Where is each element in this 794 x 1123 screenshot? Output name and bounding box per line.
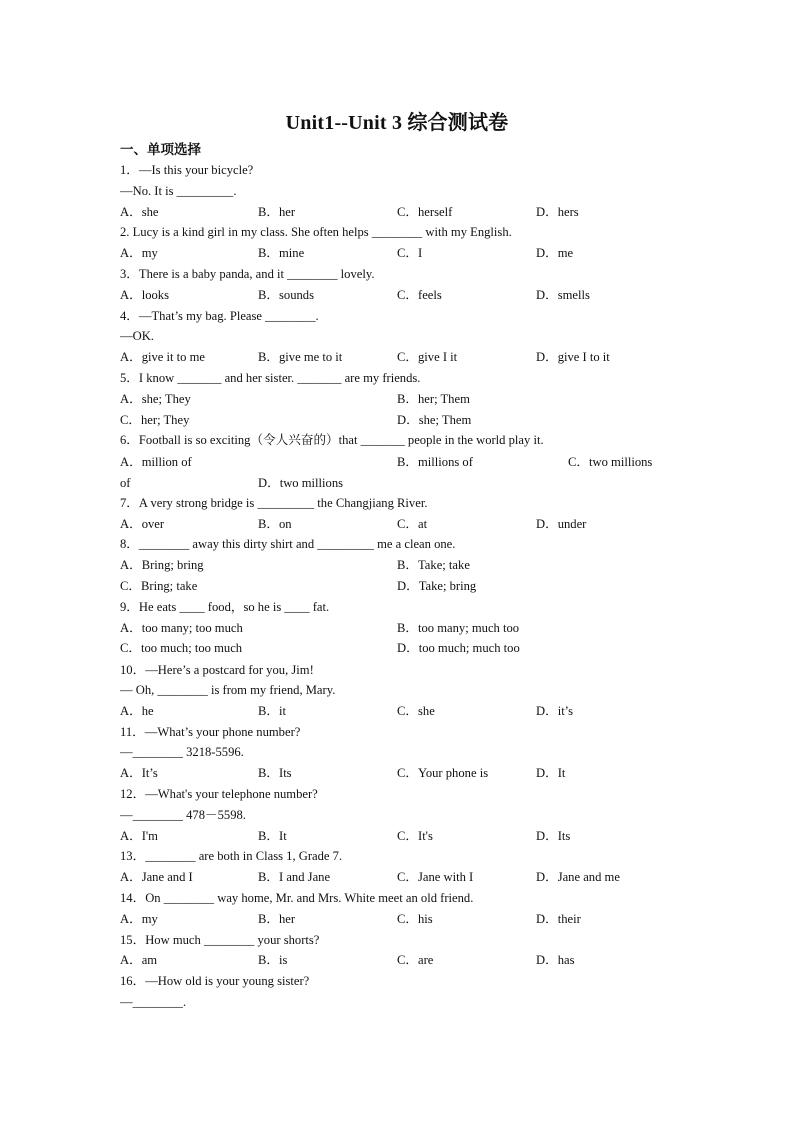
answer-option: A．my — [120, 912, 158, 926]
answer-option: B．her — [258, 205, 296, 219]
answer-option: A．am — [120, 953, 158, 967]
answer-option: C．his — [397, 912, 433, 926]
question-text: 15．How much ________ your shorts? — [120, 933, 320, 947]
answer-option: B．too many; much too — [397, 621, 520, 635]
question-text: 13．________ are both in Class 1, Grade 7. — [120, 849, 343, 863]
answer-option: C．too much; too much — [120, 641, 243, 655]
answer-option: A．Jane and I — [120, 870, 193, 884]
question-text: —No. It is _________. — [120, 184, 237, 198]
answer-option: D．two millions — [258, 476, 344, 490]
answer-option: C．It's — [397, 829, 433, 843]
answer-option: C．I — [397, 246, 423, 260]
question-text: 10．—Here’s a postcard for you, Jim! — [120, 663, 314, 677]
answer-option: C．herself — [397, 205, 453, 219]
question-text: 2. Lucy is a kind girl in my class. She often helps ________ with my English. — [120, 225, 512, 239]
answer-option: D．Take; bring — [397, 579, 477, 593]
question-text: —________ 478－5598. — [120, 808, 246, 822]
answer-option: B．sounds — [258, 288, 314, 302]
answer-option: C．Bring; take — [120, 579, 198, 593]
answer-option: D．Its — [536, 829, 571, 843]
question-text: 8．________ away this dirty shirt and _________ me a clean one. — [120, 537, 456, 551]
answer-option: B．It — [258, 829, 287, 843]
answer-option: D．hers — [536, 205, 579, 219]
answer-option: B．give me to it — [258, 350, 343, 364]
answer-option: A．It’s — [120, 766, 158, 780]
answer-option: A．over — [120, 517, 165, 531]
question-text: —________ 3218-5596. — [120, 745, 244, 759]
answer-option: B．Take; take — [397, 558, 470, 572]
question-text: 14．On ________ way home, Mr. and Mrs. White meet an old friend. — [120, 891, 474, 905]
answer-option: B．on — [258, 517, 292, 531]
answer-option: A．million of — [120, 455, 192, 469]
answer-option: C．she — [397, 704, 435, 718]
answer-option: B．Its — [258, 766, 292, 780]
question-text: 12．—What's your telephone number? — [120, 787, 318, 801]
answer-option: C．are — [397, 953, 434, 967]
question-text: 7．A very strong bridge is _________ the Changjiang River. — [120, 496, 428, 510]
question-text: 4．—That’s my bag. Please ________. — [120, 309, 319, 323]
answer-option: C．Jane with I — [397, 870, 474, 884]
answer-option: D．too much; much too — [397, 641, 520, 655]
question-text: 11．—What’s your phone number? — [120, 725, 301, 739]
answer-option: C．two millions — [568, 455, 653, 469]
page-title: Unit1--Unit 3 综合测试卷 — [285, 112, 509, 134]
answer-option: D．me — [536, 246, 574, 260]
answer-option: B．mine — [258, 246, 305, 260]
answer-option: of — [120, 476, 131, 490]
answer-option: A．my — [120, 246, 158, 260]
answer-option: B．millions of — [397, 455, 473, 469]
answer-option: C．feels — [397, 288, 442, 302]
answer-option: A．she — [120, 205, 159, 219]
answer-option: D．under — [536, 517, 587, 531]
question-text: 5．I know _______ and her sister. _______ are my friends. — [120, 371, 421, 385]
answer-option: D．their — [536, 912, 581, 926]
answer-option: C．give I it — [397, 350, 458, 364]
answer-option: D．give I to it — [536, 350, 610, 364]
question-text: —________. — [120, 995, 187, 1009]
answer-option: A．give it to me — [120, 350, 205, 364]
answer-option: D．Jane and me — [536, 870, 620, 884]
question-text: 6．Football is so exciting（令人兴奋的）that _______ people in the world play it. — [120, 433, 544, 447]
answer-option: C．Your phone is — [397, 766, 489, 780]
answer-option: C．at — [397, 517, 428, 531]
answer-option: A．he — [120, 704, 154, 718]
answer-option: D．she; Them — [397, 413, 472, 427]
answer-option: A．Bring; bring — [120, 558, 204, 572]
answer-option: C．her; They — [120, 413, 190, 427]
question-text: 3．There is a baby panda, and it ________ lovely. — [120, 267, 375, 281]
answer-option: D．has — [536, 953, 575, 967]
answer-option: A．too many; too much — [120, 621, 243, 635]
answer-option: D．it’s — [536, 704, 574, 718]
answer-option: B．it — [258, 704, 286, 718]
answer-option: B．is — [258, 953, 288, 967]
question-text: — Oh, ________ is from my friend, Mary. — [120, 683, 336, 697]
answer-option: A．looks — [120, 288, 169, 302]
answer-option: B．I and Jane — [258, 870, 331, 884]
answer-option: B．her — [258, 912, 296, 926]
answer-option: B．her; Them — [397, 392, 470, 406]
question-text: 16．—How old is your young sister? — [120, 974, 310, 988]
answer-option: D．smells — [536, 288, 590, 302]
question-text: 9．He eats ____ food，so he is ____ fat. — [120, 600, 330, 614]
section-heading: 一、单项选择 — [120, 142, 201, 158]
question-text: —OK. — [120, 329, 154, 343]
answer-option: D．It — [536, 766, 566, 780]
answer-option: A．she; They — [120, 392, 191, 406]
question-text: 1．—Is this your bicycle? — [120, 163, 254, 177]
answer-option: A．I'm — [120, 829, 158, 843]
